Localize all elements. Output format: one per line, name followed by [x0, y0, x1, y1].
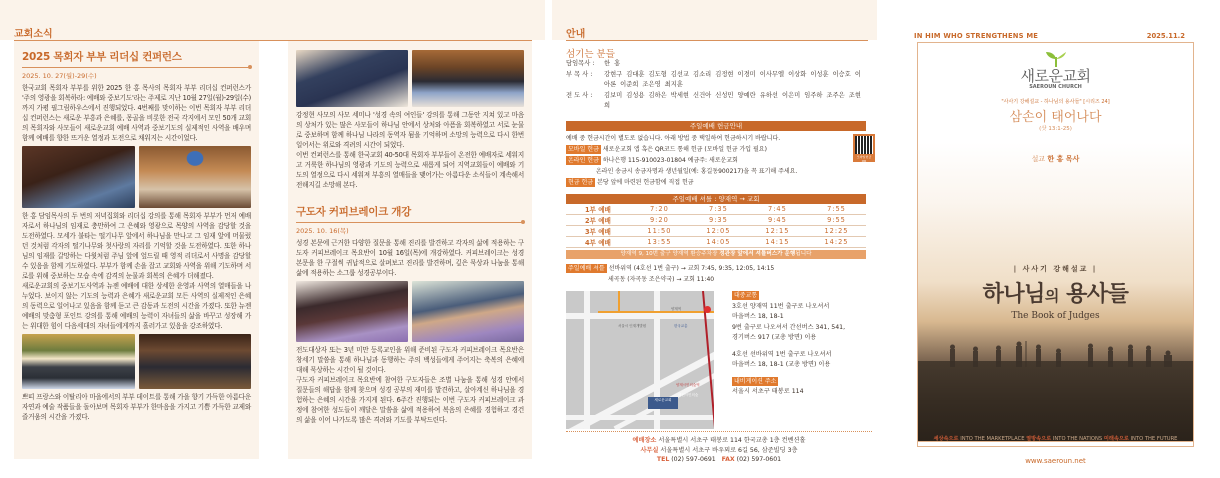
preacher — [918, 154, 1193, 164]
info-header-band — [552, 0, 877, 40]
church-logo-text: 새로운교회 — [1020, 67, 1091, 85]
church-logo-subtitle: SAEROUN CHURCH — [1029, 84, 1082, 90]
big-title-part: 하나님 — [982, 282, 1045, 307]
wives-seminar-photo — [412, 50, 524, 107]
staff-role: 전 도 사 : — [566, 91, 593, 99]
staff-role: 담임목사 : — [566, 60, 595, 67]
map-label: 양재시민의숲역 — [676, 383, 700, 387]
news-header-band — [0, 0, 545, 40]
shuttle-route: 선바위역 (4호선 1번 출구) → 교회 7:45, 9:35, 12:05, 14:15 — [608, 265, 775, 272]
series-big-title — [918, 277, 1193, 308]
shuttle-time: 11:50 — [630, 226, 689, 237]
shuttle-time: 7:35 — [689, 204, 748, 215]
extra-shuttle-line — [566, 263, 866, 274]
address-block — [566, 436, 872, 465]
bible-study-photo-1 — [296, 281, 408, 342]
map-subway-line-3 — [598, 311, 714, 313]
transit-line: 4호선 선바위역 1번 출구로 나오셔서 — [732, 350, 832, 358]
shuttle-tag: 주일예배 셔틀 — [568, 265, 605, 272]
tel-value[interactable]: (02) 597-0691 — [671, 456, 716, 463]
fax-label: FAX — [721, 456, 735, 463]
shuttle-time: 7:45 — [748, 204, 807, 215]
news-column-2 — [288, 41, 532, 459]
worship-address-label: 예배장소 — [632, 437, 657, 444]
article1-divider — [22, 67, 251, 68]
sermon-series: "사사기 강해설교 - 하나님의 용사들" [시리즈 24] — [1001, 99, 1110, 105]
scripture-reference: (삿 13:1-25) — [1039, 126, 1072, 132]
shuttle-time: 9:35 — [689, 215, 748, 226]
staff-row — [566, 91, 866, 112]
article1-paragraph: 한 홍 담임목사의 두 번의 저녁집회와 리더십 강의를 통해 목회자 부부가 먼저 예배자로서 하나님의 임재로 충만하여 그 은혜와 영광으로 목양의 사역을 감당할 것을 도전하였다. 모세가 불타는 떨기나무 앞에서 하나님을 만나고 그 임재 앞에 머물렀던 것처럼 각자의 떨기나무와 첫사랑의 자리를 기억할 것을 도전하였다. 또한 하나님의 임재를 갈망하는 다윗처럼 주님 앞에 엎드릴 때 영적 리더로서 사명을 감당할 수 있음을 함께 기도하였다. 부부가 함께 손을 잡고 교회와 사역을 위해 기도하며 서로를 위해 중보하는 모습 속에 감격의 눈물과 회복의 은혜가 더해졌다. — [22, 212, 251, 280]
preacher-label: 설교 — [1031, 155, 1046, 163]
shuttle-time: 9:45 — [748, 215, 807, 226]
shuttle-time: 14:15 — [748, 237, 807, 248]
article2-date: 2025. 10. 16(목) — [296, 227, 349, 235]
info-divider — [566, 40, 868, 41]
map-label: 양재역 — [671, 307, 682, 311]
extra-shuttle-info — [566, 263, 866, 285]
conference-hall-photo — [139, 146, 252, 208]
article2-paragraph: 전도대상자 또는 3년 미만 등록교인을 위해 준비된 구도자 커피브레이크 목요반은 창세기 말씀을 통해 하나님과 동행하는 주의 백성들에게 주어지는 축복의 은혜에 대해 묵상하는 시간이 될 것이다. — [296, 346, 524, 374]
contact-numbers — [566, 455, 872, 465]
online-offering-note: 온라인 송금시 송금자명과 생년월일(예: 홍길동900217)을 꼭 표기해 주세요. — [596, 168, 798, 175]
offering-cash — [566, 177, 866, 188]
worship-address — [566, 436, 872, 446]
article2-photo-row — [296, 281, 524, 342]
bulletin-date: 2025.11.2 — [1146, 32, 1185, 40]
tel-label: TEL — [656, 456, 670, 463]
table-row — [566, 226, 866, 237]
couple-photo — [296, 50, 408, 107]
big-title-part: 의 — [1044, 287, 1059, 305]
article1-photo-row-3 — [296, 50, 524, 107]
map-label: 서울시 인재개발원 — [618, 324, 647, 328]
preacher-name: 한 홍 목사 — [1047, 155, 1080, 163]
staff-row — [566, 59, 866, 70]
battlefield-ground-image — [918, 361, 1193, 442]
cover-tagline: IN HIM WHO STRENGTHENS ME — [914, 32, 1039, 40]
offering-bar: 주일예배 헌금안내 — [566, 121, 866, 131]
article1-paragraph: 강정현 사모의 사모 세미나 '성경 속의 여인들' 강의를 통해 그동안 지쳐 있고 마음의 상처가 있는 많은 사모들이 하나님 안에서 상처와 아픔을 회복하였고 서로 눈물로 중보하며 함께 하나님 나라의 동역자 됨을 기억하며 소망의 능력으로 다시 한번 일어서는 위로와 격려의 시간이 되었다. — [296, 111, 524, 149]
staff-title: 섬기는 분들 — [566, 49, 615, 60]
shuttle-time: 12:15 — [748, 226, 807, 237]
bible-study-photo-2 — [412, 281, 524, 342]
article1-date: 2025. 10. 27(월)-29(수) — [22, 72, 97, 80]
shuttle-route: 세곡동 (자곡동 조은약국) → 교회 11:40 — [608, 276, 715, 283]
map-road — [584, 291, 590, 429]
qr-code-icon — [855, 136, 873, 154]
info-section-heading: 안내 — [566, 29, 586, 40]
church-location-marker[interactable]: 새로운교회 — [648, 397, 678, 409]
motto-english: INTO THE FUTURE — [1128, 436, 1178, 442]
shuttle-note-text: 됩니다 — [795, 251, 812, 257]
shuttle-schedule-table — [566, 204, 866, 248]
shuttle-time: 9:20 — [630, 215, 689, 226]
shuttle-time: 9:55 — [807, 215, 866, 226]
service-name: 3부 예배 — [566, 226, 630, 237]
motto-korean: 미래속으로 — [1103, 436, 1129, 442]
cover-frame — [917, 42, 1194, 442]
news-column-1 — [14, 41, 259, 459]
article1-title: 2025 목회자 부부 리더십 컨퍼런스 — [22, 51, 182, 63]
office-address-value: 서울특별시 서초구 바우뫼로 6길 56, 삼준빌딩 3층 — [660, 446, 798, 454]
online-offering-text: 하나은행 115-910023-01804 예금주: 새로운교회 — [602, 157, 738, 164]
service-name: 4부 예배 — [566, 237, 630, 248]
cash-offering-tag: 현금 헌금 — [568, 179, 594, 186]
series-label: | 사사기 강해설교 | — [1013, 265, 1098, 273]
shuttle-note-text: 양재역 9, 10번 출구 양재역 환승주차장 — [620, 251, 720, 257]
offering-mobile — [566, 144, 866, 155]
online-offering-tag: 온라인 헌금 — [568, 157, 599, 164]
mobile-offering-tag: 모바일 헌금 — [568, 146, 599, 153]
article1-photo-row-1 — [22, 146, 251, 208]
table-row — [566, 237, 866, 248]
motto-english: INTO THE NATIONS — [1051, 436, 1104, 442]
offering-intro: 예배 중 헌금시간이 별도로 없습니다. 아래 방법 중 택일하여 헌금하시기 바랍니다. — [566, 135, 781, 142]
transit-line: 마을버스 18, 18-1 (교총 방면) 이용 — [732, 361, 831, 368]
transit-line: 3호선 양재역 11번 출구로 나오셔서 — [732, 302, 830, 310]
navigation-address-tag: 내비게이션 주소 — [734, 377, 777, 385]
shuttle-time: 12:05 — [689, 226, 748, 237]
english-title: The Book of Judges — [1011, 311, 1100, 321]
warriors-silhouette-image — [938, 341, 1178, 369]
church-website-link[interactable]: www.saeroun.net — [1025, 457, 1086, 465]
subway-station-icon — [704, 306, 711, 313]
service-name: 1부 예배 — [566, 204, 630, 215]
staff-names: 김보미 김성용 김하은 박세현 신건아 신성민 양예란 유하선 이은미 임주하 조주은 조현희 — [604, 91, 861, 109]
news-section-heading: 교회소식 — [14, 29, 53, 40]
dotted-divider — [566, 431, 872, 432]
qr-caption: 모바일헌금 QR — [856, 155, 872, 163]
fax-value: (02) 597-0601 — [736, 456, 782, 463]
sermon-title: 삼손이 태어나다 — [1009, 110, 1102, 125]
pastor-speaking-photo — [22, 146, 135, 208]
transit-line: 9번 출구로 나오셔서 간선버스 341, 541, — [732, 323, 846, 331]
transit-line: 마을버스 18, 18-1 — [732, 313, 784, 320]
offering-online — [566, 155, 866, 166]
public-transit-tag: 대중교통 — [734, 292, 758, 299]
shuttle-time: 14:05 — [689, 237, 748, 248]
motto-english: INTO THE MARKETPLACE — [958, 436, 1027, 442]
table-row — [566, 215, 866, 226]
map-subway-line-3 — [618, 291, 620, 313]
offering-info — [566, 133, 866, 188]
shuttle-time: 12:25 — [807, 226, 866, 237]
shuttle-time: 7:55 — [807, 204, 866, 215]
article2-divider — [296, 222, 524, 223]
qr-code[interactable] — [853, 134, 875, 162]
cash-offering-text: 본당 앞에 마련된 헌금함에 직접 헌금 — [597, 179, 694, 186]
staff-names: 강현구 김대훈 김도형 김선교 김소리 김정현 이경미 이사무엘 이상화 이성훈 이승호 이아론 이준희 조은영 최지훈 — [604, 70, 861, 88]
article1-paragraph: 이번 컨퍼런스를 통해 한국교회 40-50대 목회자 부부들이 온전한 예배자로 세워지고 거룩한 하나님의 영광과 기도의 능력으로 새롭게 되어 지역교회들이 예배와 기도의 열정으로 다시 세워져 부흥의 열매들을 맺어가는 아름다운 소식들이 계속해서 전해지길 소망해 본다. — [296, 151, 524, 189]
map-label: 매헌시민의숲 — [678, 393, 699, 397]
staff-row — [566, 70, 866, 91]
motto-korean: 열방속으로 — [1026, 436, 1052, 442]
article2-title: 구도자 커피브레이크 개강 — [296, 206, 411, 218]
staff-list — [566, 59, 866, 112]
article2-paragraph: 성경 본문에 근거한 다양한 질문을 통해 진리를 발견하고 각자의 삶에 적용하는 구도자 커피브레이크 목요반이 10월 16일(목)에 개강하였다. 커피브레이크는 성경 본문을 한 구절씩 귀납적으로 살펴보고 진리를 발견하며, 깊은 묵상과 나눔을 통해 삶에 적용하는 소그룹 성경공부이다. — [296, 239, 524, 277]
article1-paragraph: 쁘띠 프랑스와 이탈리아 마을에서의 부부 데이트를 통해 가을 향기 가득한 아름다운 자연과 예술 작품들을 돌아보며 목회자 부부가 한마음을 가지고 기쁨 가득한 교제와 즐거움의 시간을 가졌다. — [22, 393, 251, 421]
transit-line: 경기버스 917 (교총 방면) 이용 — [732, 334, 817, 341]
navigation-address: 서울시 서초구 태봉로 114 — [732, 388, 804, 395]
staff-role: 부 목 사 : — [566, 70, 593, 78]
article2-paragraph: 구도자 커피브레이크 목요반에 참여한 구도자들은 조별 나눔을 통해 성경 안에서 질문들의 해답을 함께 찾으며 성경 공부의 재미를 발견하고, 살아계신 하나님을 경험하는 은혜의 시간을 가지게 된다. 6주간 진행되는 이번 구도자 커피브레이크 과정에 참여한 성도들이 깨달은 말씀을 삶에 적용하여 복음의 은혜를 경험하고 경건의 삶을 이어 나가도록 많은 격려와 기도를 부탁드린다. — [296, 376, 524, 424]
office-address-label: 사무실 — [640, 446, 659, 454]
news-panel — [0, 0, 545, 478]
big-title-part: 용사들 — [1058, 282, 1129, 307]
shuttle-time: 14:25 — [807, 237, 866, 248]
staff-names: 한 홍 — [604, 60, 621, 67]
service-name: 2부 예배 — [566, 215, 630, 226]
shuttle-note — [566, 250, 866, 259]
motto-korean: 세상속으로 — [933, 436, 959, 442]
cover-panel — [904, 0, 1220, 478]
worship-address-value: 서울특별시 서초구 태봉로 114 한국교총 1층 컨벤션홀 — [658, 437, 806, 444]
church-motto — [917, 432, 1194, 447]
article1-paragraph: 한국교회 목회자 부부를 위한 2025 한 홍 목사의 목회자 부부 리더십 컨퍼런스가 '주의 영광을 회복하라: 예배와 중보기도'라는 주제로 지난 10월 27일(월)-29일(수)까지 가평 필그림하우스에서 진행되었다. 4번째를 맞이하는 이번 목회자 부부 리더십 컨퍼런스는 새로운 부흥과 은혜를, 몽골을 비롯한 전국 각지에서 모인 50개 교회의 목회자와 사모들이 새로운교회 예배 사역과 중보기도의 실제적인 사역을 배우며 함께 예배를 향한 뜨거운 열정과 도전으로 채워지는 시간이었다. — [22, 84, 251, 142]
shuttle-time: 7:20 — [630, 204, 689, 215]
mobile-offering-text: 새로운교회 앱 혹은 QR코드 통해 헌금 (모바일 헌금 가입 필요) — [602, 146, 767, 153]
map-label: 한국교총 — [674, 324, 688, 328]
office-address — [566, 446, 872, 456]
group-photo — [22, 334, 135, 389]
table-row — [566, 204, 866, 215]
stage-prayer-photo — [139, 334, 252, 389]
shuttle-note-highlight: 정관장 앞에서 셔틀버스가 운행 — [719, 251, 796, 257]
shuttle-time: 13:55 — [630, 237, 689, 248]
article1-photo-row-2 — [22, 334, 251, 389]
shuttle-bar: 주일예배 셔틀 : 양재역 → 교회 — [566, 194, 866, 204]
location-map[interactable] — [566, 291, 714, 429]
transit-info — [732, 291, 872, 398]
article1-paragraph: 새로운교회의 중보기도사역과 뉴젠 예배에 대한 상세한 운영과 사역의 열매들을 나누었다. 보이지 않는 기도의 능력과 은혜가 새로운교회 모든 사역의 실제적인 은혜의 동력으로 일어나고 있음을 함께 듣고 큰 감동과 도전의 시간을 가졌다. 또한 뉴젠 예배의 맞춤형 포인트 강의를 통해 예배의 능력이 자녀들의 삶을 바꾸고 성장해 가는 위대한 힘이 다음세대의 자녀들에게까지 흘러가고 있음을 강조하였다. — [22, 282, 251, 330]
